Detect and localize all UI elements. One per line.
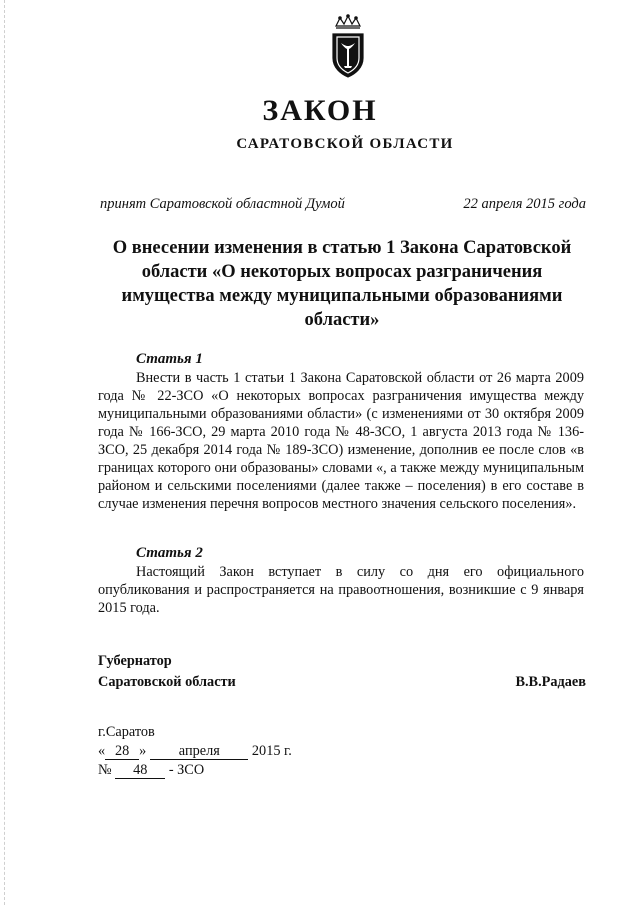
city: г.Саратов (98, 724, 155, 740)
law-number (98, 761, 358, 780)
signatory-position-line1: Губернатор (98, 653, 172, 669)
signing-day: 28 (105, 744, 139, 760)
signing-year: 2015 г. (251, 743, 292, 759)
article-2-text: Настоящий Закон вступает в силу со дня его официального опубликования и распространяется на правоотношения, возникшие с 9 января 2015 года. (98, 564, 584, 616)
open-quote: « (98, 743, 106, 759)
saratov-coat-of-arms-icon (330, 14, 366, 78)
place-date-number-block (98, 723, 358, 780)
adoption-line (100, 194, 586, 214)
signing-month: апреля (150, 744, 248, 760)
signing-date (98, 742, 358, 761)
law-heading: О внесении изменения в статью 1 Закона Саратовской области «О некоторых вопросах разграничения имущества между муниципальными образованиями области» (112, 238, 572, 330)
signature-block (98, 651, 586, 693)
close-quote: » (139, 743, 147, 759)
article-2-title: Статья 2 (136, 545, 203, 561)
article-1-title: Статья 1 (136, 351, 203, 367)
number-prefix: № (98, 762, 112, 778)
number-value: 48 (115, 763, 165, 779)
law-title: ЗАКОН (262, 94, 378, 127)
number-suffix: - ЗСО (168, 762, 205, 778)
signatory-name: В.В.Радаев (515, 674, 586, 690)
adoption-date: 22 апреля 2015 года (463, 196, 586, 212)
article-1-text: Внести в часть 1 статьи 1 Закона Саратовской области от 26 марта 2009 года № 22-ЗСО «О некоторых вопросах разграничения имущества между муниципальными образованиями области» (с изменениями от 30 октября 2009 года № 166-ЗСО, 29 марта 2010 года № 48-ЗСО, 1 августа 2013 года № 136-ЗСО, 25 декабря 2014 года № 189-ЗСО) изменение, дополнив ее после слов «в границах которого они образованы» словами «, а также между муниципальным районом и сельскими поселениями (далее также – поселения) в его составе в случае изменения перечня вопросов местного значения сельского поселения». (98, 370, 584, 512)
signatory-position-line2: Саратовской области (98, 674, 236, 690)
law-subtitle: САРАТОВСКОЙ ОБЛАСТИ (236, 136, 454, 152)
adopted-by: принят Саратовской областной Думой (100, 196, 345, 212)
